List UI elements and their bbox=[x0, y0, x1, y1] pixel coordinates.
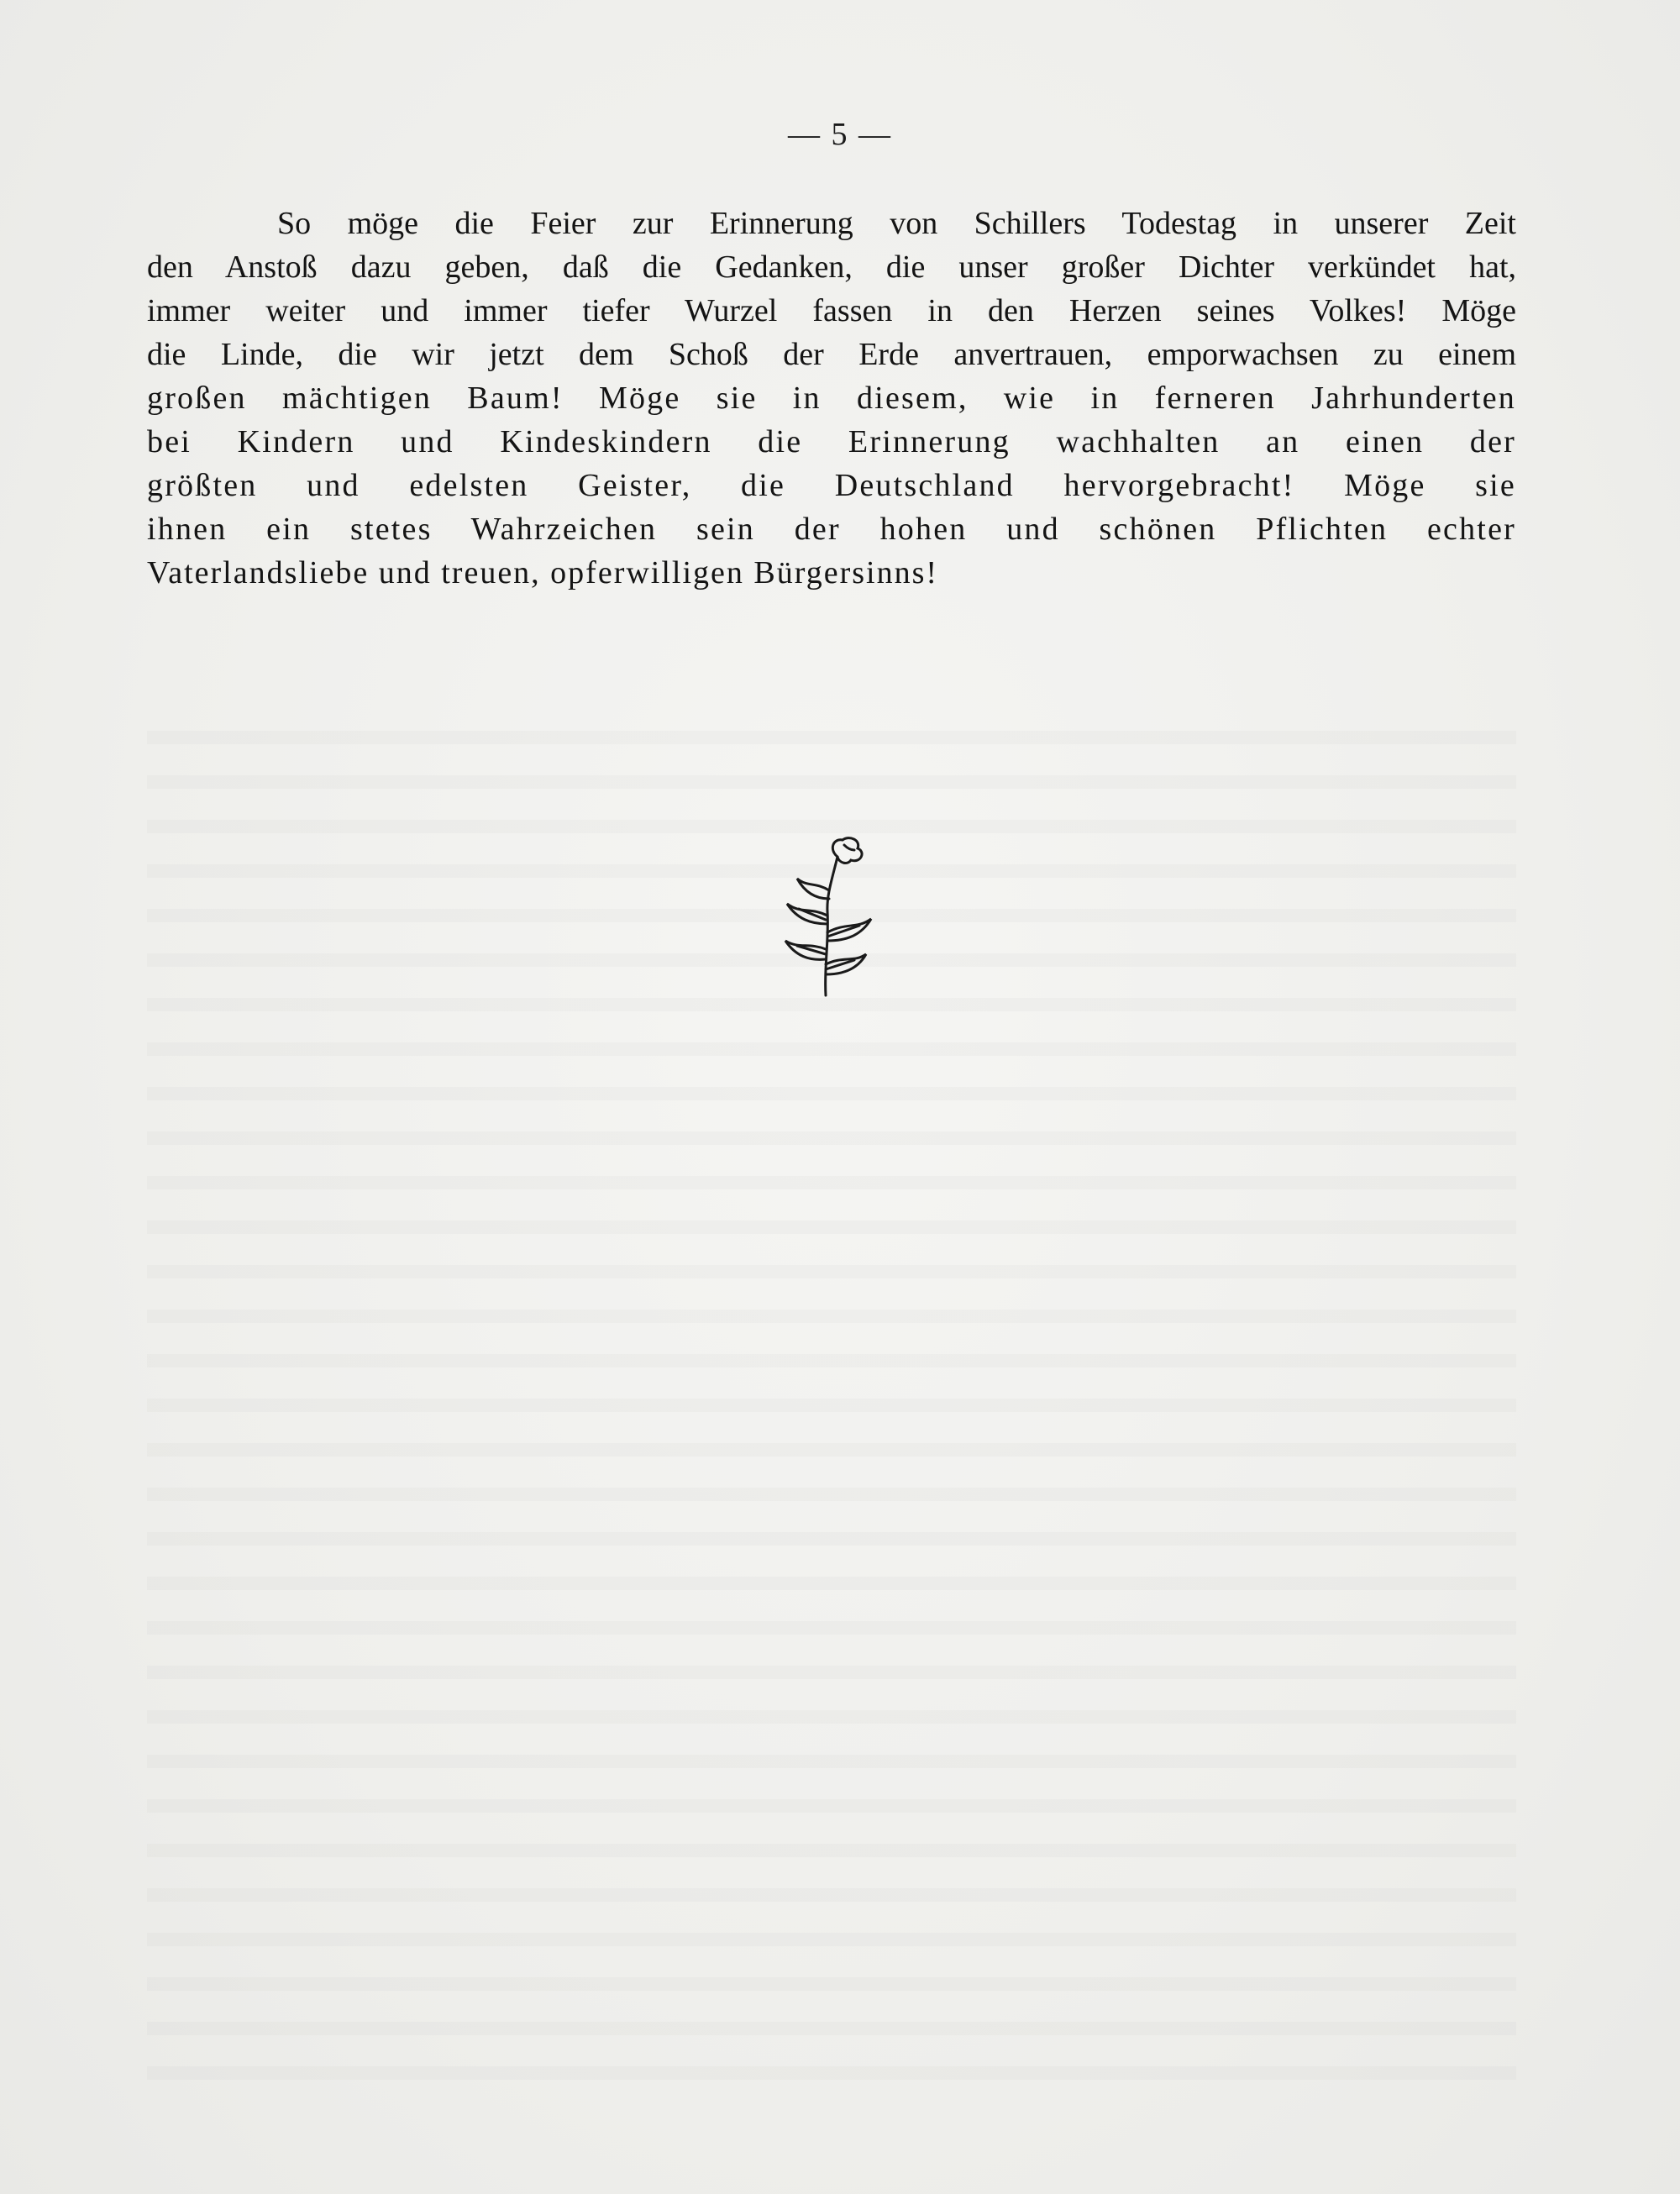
body-paragraph bbox=[147, 202, 1516, 595]
text-line: die Linde, die wir jetzt dem Schoß der Erde anvertrauen, emporwachsen zu einem bbox=[147, 337, 1516, 372]
page-number: — 5 — bbox=[788, 117, 892, 152]
text-line: Vaterlandsliebe und treuen, opferwilligen Bürgersinns! bbox=[147, 555, 939, 590]
floral-ornament-icon bbox=[777, 832, 878, 1000]
text-line: ihnen ein stetes Wahrzeichen sein der hohen und schönen Pflichten echter bbox=[147, 512, 1516, 547]
text-line: bei Kindern und Kindeskindern die Erinnerung wachhalten an einen der bbox=[147, 424, 1516, 459]
text-line: den Anstoß dazu geben, daß die Gedanken, die unser großer Dichter verkündet hat, bbox=[147, 249, 1516, 285]
text-line: großen mächtigen Baum! Möge sie in diesem, wie in ferneren Jahrhunderten bbox=[147, 381, 1516, 416]
text-line: größten und edelsten Geister, die Deutschland hervorgebracht! Möge sie bbox=[147, 468, 1516, 503]
text-line: immer weiter und immer tiefer Wurzel fassen in den Herzen seines Volkes! Möge bbox=[147, 293, 1516, 328]
text-line: So möge die Feier zur Erinnerung von Schillers Todestag in unserer Zeit bbox=[277, 206, 1516, 241]
